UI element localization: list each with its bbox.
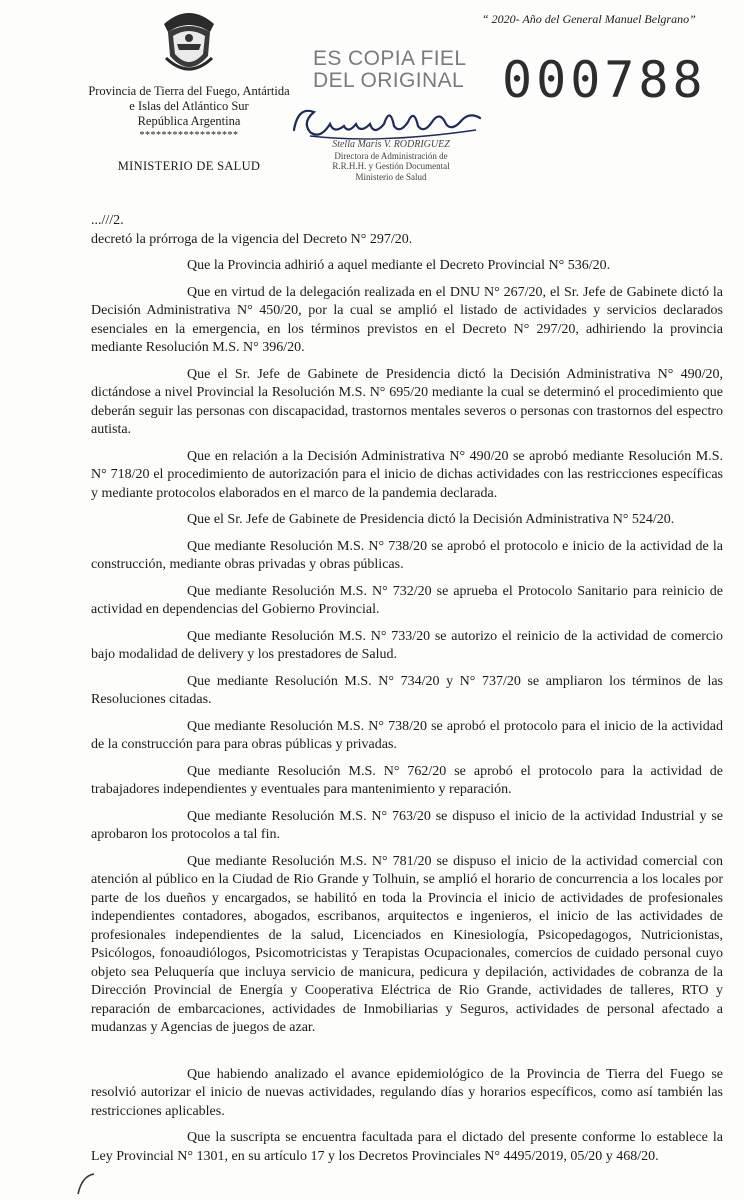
paragraph: Que mediante Resolución M.S. N° 763/20 se dispuso el inicio de la actividad Industrial y se aprobaron los protocolos a tal fin. (91, 808, 723, 842)
letterhead (78, 4, 300, 174)
paragraph: Que mediante Resolución M.S. N° 738/20 se aprobó el protocolo e inicio de la actividad de la construcción, mediante obras privadas y obras públicas. (91, 538, 723, 572)
signer-title-1: Directora de Administración de (334, 150, 448, 161)
signer-name: Stella Maris V. RODRIGUEZ (332, 139, 450, 150)
province-name-line2: e Islas del Atlántico Sur (129, 99, 249, 113)
signer-title-2: R.R.H.H. y Gestión Documental (332, 161, 450, 171)
year-motto: “ 2020- Año del General Manuel Belgrano” (482, 12, 696, 26)
country-name: República Argentina (137, 114, 241, 128)
stamp-line1: ES COPIA FIEL (313, 47, 467, 70)
page-continuation-mark: ...///2. (91, 213, 124, 228)
certified-copy-stamp (313, 48, 466, 92)
province-name-line1: Provincia de Tierra del Fuego, Antártida (88, 84, 290, 98)
paragraph: Que el Sr. Jefe de Gabinete de Presidencia dictó la Decisión Administrativa N° 524/20. (187, 512, 675, 527)
paragraph: Que mediante Resolución M.S. N° 738/20 se aprobó el protocolo para el inicio de la actividad de la construcción para para obras públicas y privadas. (91, 718, 723, 752)
paragraph: Que mediante Resolución M.S. N° 732/20 se aprueba el Protocolo Sanitario para reinicio de actividad en dependencias del Gobierno Provincial. (91, 583, 723, 617)
paragraph: Que la suscripta se encuentra facultada para el dictado del presente conforme lo establece la Ley Provincial N° 1301, en su artículo 17 y los Decretos Provinciales N° 4495/2019, 05/20 y 468/20. (91, 1130, 723, 1164)
pen-mark-icon (74, 1170, 98, 1196)
paragraph: Que mediante Resolución M.S. N° 762/20 se aprobó el protocolo para la actividad de trabajadores independientes y eventuales para mantenimiento y reparación. (91, 763, 723, 797)
document-body (91, 212, 723, 1166)
paragraph: decretó la prórroga de la vigencia del Decreto N° 297/20. (91, 231, 413, 247)
paragraph: Que mediante Resolución M.S. N° 733/20 se autorizo el reinicio de la actividad de comercio bajo modalidad de delivery y los prestadores de Salud. (91, 628, 723, 662)
signer-block (316, 140, 466, 182)
stamp-line2: DEL ORIGINAL (313, 69, 465, 92)
paragraph: Que mediante Resolución M.S. N° 781/20 se dispuso el inicio de la actividad comercial con atención al público en la Ciudad de Rio Grande y Tolhuin, se amplió el horario de concurrencia a los locales por parte de los dueños y encargados, se habilitó en toda la Provincia el inicio de actividades de profesionales independientes contadores, abogados, escribanos, arquitectos e ingenieros, el inicio de las actividades de profesionales independientes de la salud, Licenciados en Kinesiología, Psicopedagogos, Nutricionistas, Psicólogos, fonoaudiólogos, Psicomotricistas y Terapistas Ocupacionales, comercios de cuidado personal cuyo objeto sea Peluquería que incluya servicio de manicura, pedicura y depilación, actividades de cobranza de la Dirección Provincial de Energía y Cooperativa Eléctrica de Rio Grande, actividades de talleres, RTO y reparación de embarcaciones, actividades de Inmobiliarias y Seguros, actividades de personal afectado a mudanzas y Agencias de juegos de azar. (91, 853, 723, 1035)
stars-divider: ****************** (139, 130, 239, 141)
paragraph: Que mediante Resolución M.S. N° 734/20 y N° 737/20 se ampliaron los términos de las Resoluciones citadas. (91, 673, 723, 707)
paragraph: Que habiendo analizado el avance epidemiológico de la Provincia de Tierra del Fuego se resolvió autorizar el inicio de nuevas actividades, regulando días y horarios específicos, como así también las restricciones aplicables. (91, 1066, 723, 1119)
ministry-name: MINISTERIO DE SALUD (117, 159, 261, 173)
signer-title-3: Ministerio de Salud (355, 171, 427, 182)
paragraph: Que en virtud de la delegación realizada en el DNU N° 267/20, el Sr. Jefe de Gabinete dictó la Decisión Administrativa N° 450/20, por la cual se amplió el listado de actividades y servicios declarados esenciales en la emergencia, en los términos previstos en el Decreto N° 297/20, adhiriendo la provincia mediante Resolución M.S. N° 396/20. (91, 284, 723, 355)
province-seal-icon (158, 4, 220, 78)
paragraph: Que el Sr. Jefe de Gabinete de Presidencia dictó la Decisión Administrativa N° 490/20, dictándose a nivel Provincial la Resolución M.S. N° 695/20 mediante la cual se determinó el procedimiento que deberán seguir las personas con discapacidad, trastornos mentales severos o personas con trastornos del espectro autista. (91, 366, 723, 437)
paragraph: Que en relación a la Decisión Administrativa N° 490/20 se aprobó mediante Resolución M.S. N° 718/20 el procedimiento de autorización para el inicio de dichas actividades con las restricciones específicas y mediante protocolos elaborados en el marco de la pandemia declarada. (91, 448, 723, 501)
paragraph: Que la Provincia adhirió a aquel mediante el Decreto Provincial N° 536/20. (187, 258, 611, 273)
document-number: 000788 (502, 51, 707, 109)
